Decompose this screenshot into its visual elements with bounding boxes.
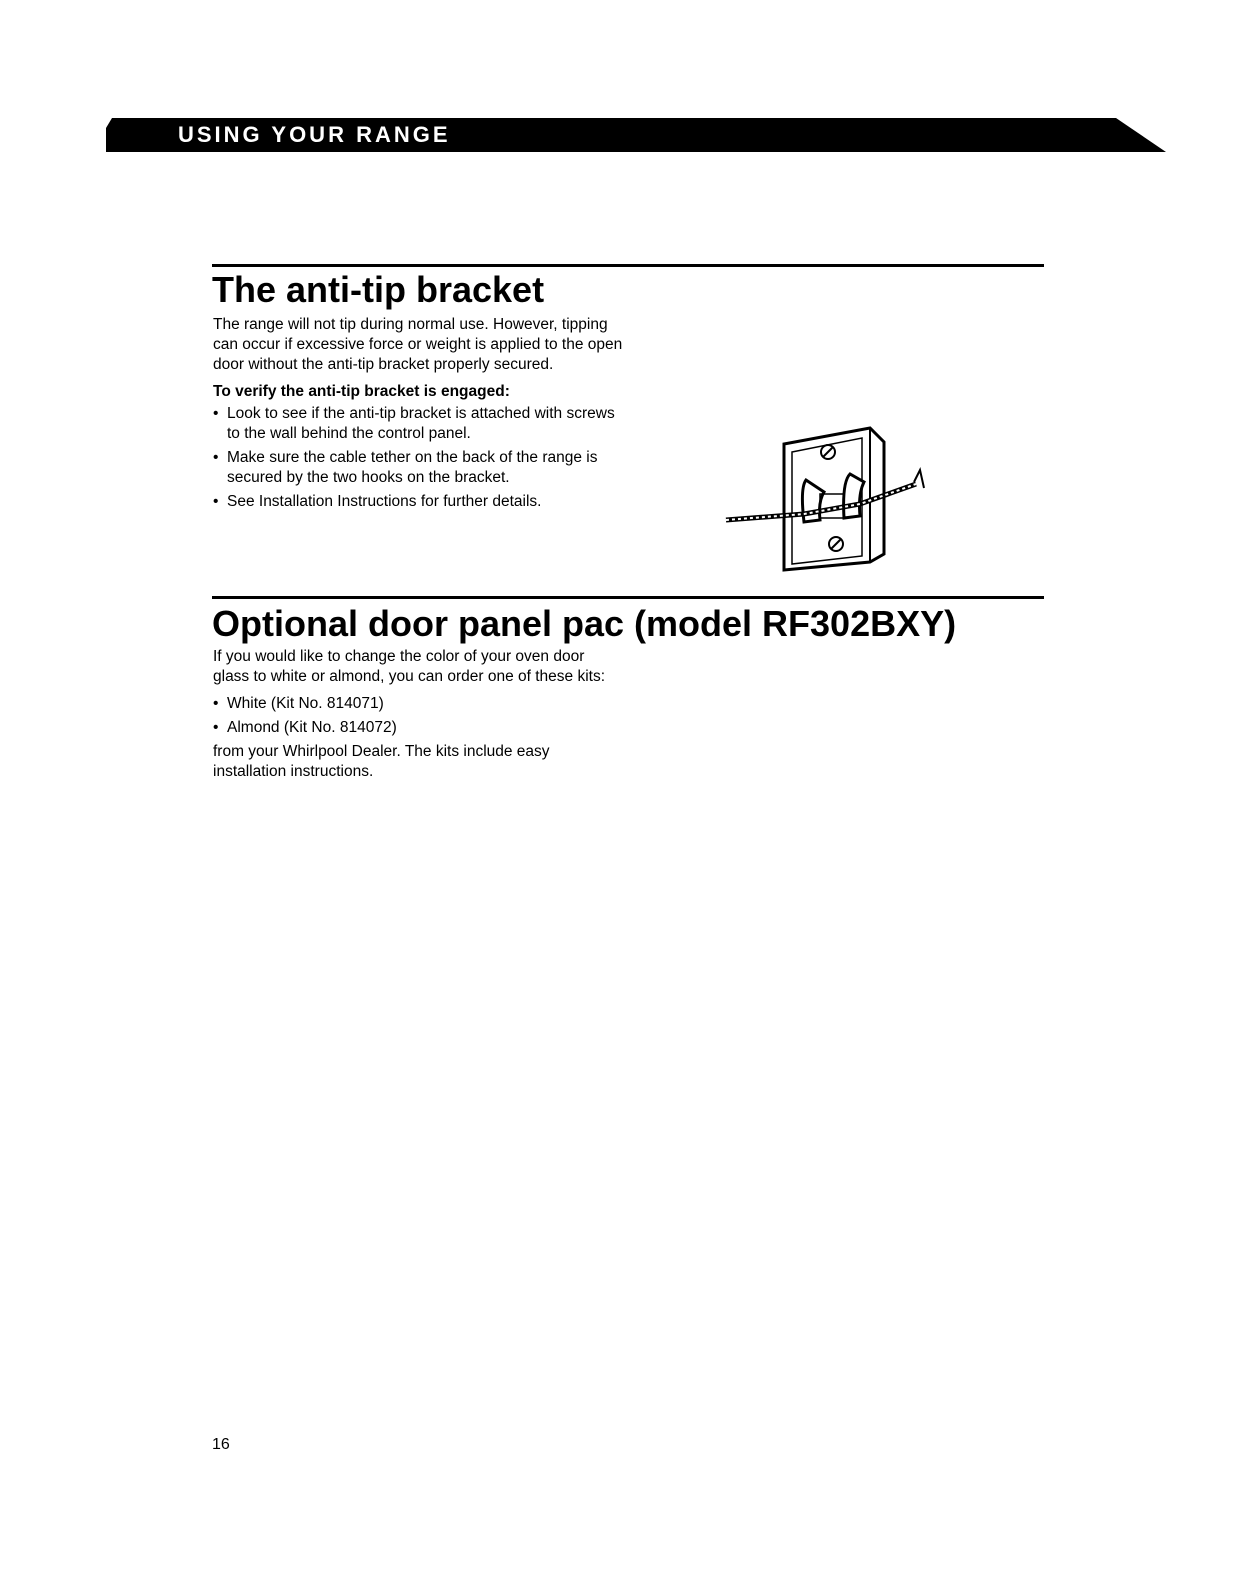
list-item: • See Installation Instructions for further details. [213,493,542,510]
bracket-drawing-icon [720,422,940,574]
list-item: • Make sure the cable tether on the back of the range is secured by the two hooks on the bracket. [213,449,598,486]
door-panel-body [213,647,623,789]
anti-tip-bullet-list [213,404,623,512]
section-title-door-panel-pac: Optional door panel pac (model RF302BXY) [212,603,957,644]
section-divider [212,264,1044,267]
header-title: USING YOUR RANGE [178,122,451,147]
kit-bullet-list [213,694,623,738]
list-item: • Almond (Kit No. 814072) [213,719,397,736]
anti-tip-intro: The range will not tip during normal use. However, tipping can occur if excessive force or weight is applied to the open door without the anti-tip bracket properly secured. [213,316,623,373]
list-item: • White (Kit No. 814071) [213,695,384,712]
bullet-icon: • [213,695,219,712]
anti-tip-body [213,315,623,516]
bullet-icon: • [213,405,219,422]
list-item: • Look to see if the anti-tip bracket is attached with screws to the wall behind the control panel. [213,405,615,442]
anti-tip-subheading: To verify the anti-tip bracket is engaged: [213,383,510,400]
anti-tip-bracket-illustration [720,422,940,574]
section-divider [212,596,1044,599]
section-title-anti-tip: The anti-tip bracket [212,269,545,310]
door-panel-outro: from your Whirlpool Dealer. The kits include easy installation instructions. [213,743,550,780]
bullet-icon: • [213,449,219,466]
bullet-icon: • [213,719,219,736]
section-header-bar [106,118,1166,154]
door-panel-intro: If you would like to change the color of your oven door glass to white or almond, you can order one of these kits: [213,648,606,685]
bullet-icon: • [213,493,219,510]
page-number: 16 [212,1436,230,1453]
